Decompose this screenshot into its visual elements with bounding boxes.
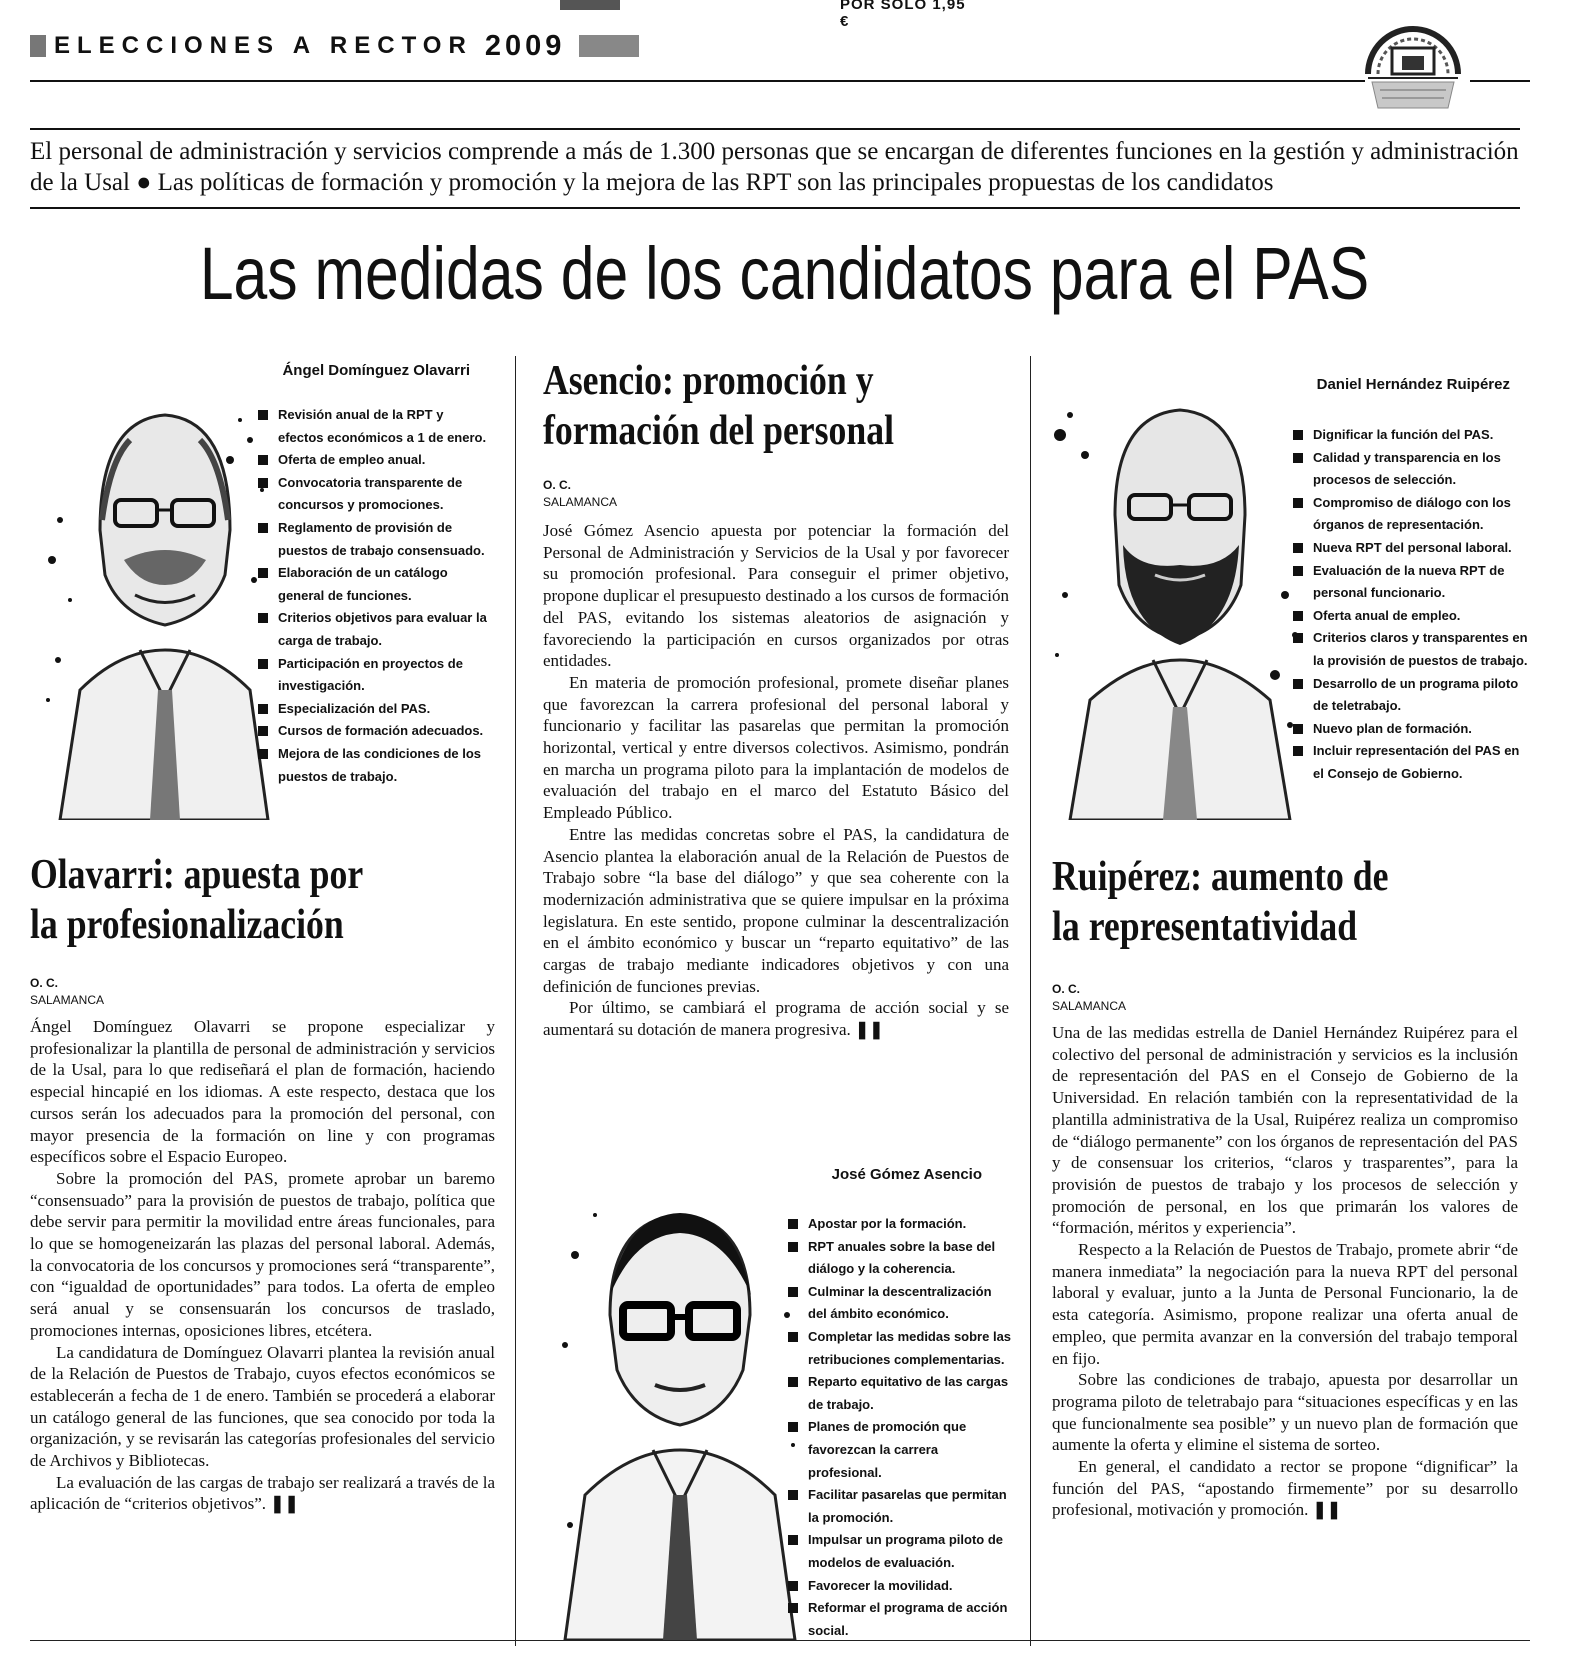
- section-name: ELECCIONES A RECTOR: [54, 32, 473, 59]
- list-item: Participación en proyectos de investigación.: [258, 653, 488, 698]
- list-item: Cursos de formación adecuados.: [258, 720, 488, 743]
- title-line: Ruipérez: aumento de: [1052, 854, 1389, 900]
- column-rule-left: [515, 356, 516, 1646]
- list-item: Oferta anual de empleo.: [1293, 605, 1533, 628]
- list-item: Mejora de las condiciones de los puestos de trabajo.: [258, 743, 488, 788]
- list-item: Convocatoria transparente de concursos y promociones.: [258, 472, 488, 517]
- title-line: Asencio: promoción y: [543, 358, 874, 404]
- asencio-byline: [543, 477, 617, 511]
- list-item: Dignificar la función del PAS.: [1293, 424, 1533, 447]
- page-headline: Las medidas de los candidatos para el PAS: [199, 232, 1370, 315]
- paragraph: La candidatura de Domínguez Olavarri plantea la revisión anual de la Relación de Puestos de Trabajo, cuyos efectos económicos se establecerán a fecha de 1 de enero. También se procederá a elaborar un catálogo general de las funciones, que sea conocido por toda la organización, y se revisarán las categorías profesionales del servicio de Archivos y Bibliotecas.: [30, 1342, 495, 1471]
- section-block-left: [30, 35, 46, 57]
- list-item: Facilitar pasarelas que permitan la promoción.: [788, 1484, 1013, 1529]
- olavarri-article-body: [30, 1016, 495, 1515]
- byline-author: O. C.: [30, 976, 59, 990]
- paragraph: Ángel Domínguez Olavarri se propone especializar y profesionalizar la plantilla de personal de administración y servicios de la Usal, para lo que rediseñará el plan de formación, haciendo especial hincapié en los idiomas. A este respecto, destaca que los cursos serán los adecuados para la promoción del personal, con mayor presencia de la formación on line y con programas específicos sobre el Espacio Europeo.: [30, 1017, 495, 1167]
- subhead: El personal de administración y servicios comprende a más de 1.300 personas que se encargan de diferentes funciones en la gestión y administración de la Usal ● Las políticas de formación y promoción y la mejora de las RPT son las principales propuestas de los candidatos: [30, 138, 1519, 196]
- title-line: la representatividad: [1052, 904, 1358, 950]
- subhead-rule-top: [30, 128, 1520, 130]
- title-line: Olavarri: apuesta por: [30, 852, 364, 898]
- title-line: la profesionalización: [30, 902, 344, 948]
- list-item: Culminar la descentralización del ámbito económico.: [788, 1281, 1013, 1326]
- list-item: Reformar el programa de acción social.: [788, 1597, 1013, 1642]
- byline-place: SALAMANCA: [30, 993, 105, 1007]
- ruiperez-portrait: [1045, 395, 1305, 820]
- list-item: Impulsar un programa piloto de modelos de evaluación.: [788, 1529, 1013, 1574]
- olavarri-proposals-list: [258, 404, 488, 788]
- list-item: Evaluación de la nueva RPT de personal funcionario.: [1293, 560, 1533, 605]
- paragraph: [30, 1472, 495, 1515]
- list-item: RPT anuales sobre la base del diálogo y la coherencia.: [788, 1236, 1013, 1281]
- list-item: Reparto equitativo de las cargas de trabajo.: [788, 1371, 1013, 1416]
- byline-author: O. C.: [1052, 982, 1081, 996]
- asencio-article-body: [543, 520, 1009, 1041]
- list-item: Nueva RPT del personal laboral.: [1293, 537, 1533, 560]
- paragraph-text: Por último, se cambiará el programa de acción social y se aumentará su dotación de manera progresiva.: [543, 998, 1009, 1040]
- list-item: Elaboración de un catálogo general de funciones.: [258, 562, 488, 607]
- footer-rule: [30, 1640, 1530, 1641]
- list-item: Criterios objetivos para evaluar la carga de trabajo.: [258, 607, 488, 652]
- list-item: Completar las medidas sobre las retribuciones complementarias.: [788, 1326, 1013, 1371]
- paragraph: Una de las medidas estrella de Daniel Hernández Ruipérez para el colectivo del personal de administración y servicios es la inclusión de representación del PAS en el Consejo de Gobierno de la Universidad. En relación también con la representatividad de la plantilla administrativa de la Usal, Ruipérez realiza un compromiso de “diálogo permanente” con los órganos de representación del PAS y de consensuar los criterios, “claros y trasparentes”, para la provisión de puestos de trabajo y los procesos de selección y promoción de personal, en los que primarán los valores de “formación, méritos y experiencia”.: [1052, 1023, 1518, 1238]
- column-rule-right: [1030, 356, 1031, 1646]
- paragraph: [1052, 1456, 1518, 1521]
- paragraph: Sobre las condiciones de trabajo, apuesta por desarrollar un programa piloto de teletrabajo para “situaciones específicas y en las que funcionalmente sea posible” y un nuevo plan de formación que aumente la oferta y elimine el sistema de sorteo.: [1052, 1370, 1518, 1455]
- list-item: Criterios claros y transparentes en la provisión de puestos de trabajo.: [1293, 627, 1533, 672]
- candidate-name-asencio: José Gómez Asencio: [831, 1166, 982, 1183]
- list-item: Especialización del PAS.: [258, 698, 488, 721]
- list-item: Incluir representación del PAS en el Consejo de Gobierno.: [1293, 740, 1533, 785]
- ruiperez-byline: [1052, 981, 1126, 1015]
- paragraph-text: La evaluación de las cargas de trabajo ser realizará a través de la aplicación de “criterios objetivos”.: [30, 1472, 495, 1514]
- section-year: 2009: [484, 29, 566, 62]
- ruiperez-proposals-list: [1293, 424, 1533, 786]
- olavarri-portrait: [40, 400, 270, 820]
- list-item: Nuevo plan de formación.: [1293, 718, 1533, 741]
- byline-place: SALAMANCA: [1052, 999, 1127, 1013]
- olavarri-article-title: [30, 850, 363, 950]
- banner-graphic: [560, 0, 620, 10]
- ruiperez-article-title: [1052, 852, 1388, 952]
- subhead-rule-bottom: [30, 207, 1520, 209]
- paragraph: José Gómez Asencio apuesta por potenciar la formación del Personal de Administración y Servicios de la Usal y por favorecer su promoción profesional. Para conseguir el primer objetivo, propone duplicar el presupuesto destinado a los cursos de formación del PAS, evitando los sistemas aleatorios de asignación y favoreciendo la participación en cursos organizados por otras entidades.: [543, 521, 1009, 671]
- asencio-article-title: [543, 356, 894, 456]
- list-item: Calidad y transparencia en los procesos de selección.: [1293, 447, 1533, 492]
- title-line: formación del personal: [543, 408, 895, 454]
- list-item: Compromiso de diálogo con los órganos de representación.: [1293, 492, 1533, 537]
- ruiperez-article-body: [1052, 1022, 1518, 1521]
- list-item: Desarrollo de un programa piloto de teletrabajo.: [1293, 673, 1533, 718]
- paragraph: Entre las medidas concretas sobre el PAS, la candidatura de Asencio plantea la elaboración anual de la Relación de Puestos de Trabajo sobre “la base del diálogo” y que sea coherente con la modernización administrativa que se quiere impulsar en la próxima legislatura. En este sentido, propone culminar la descentralización en el ámbito económico y buscar un “reparto equitativo” de las cargas de trabajo mediante indicadores objetivos y con una definición de funciones previas.: [543, 824, 1009, 996]
- section-label: [30, 28, 639, 64]
- list-item: Oferta de empleo anual.: [258, 449, 488, 472]
- paragraph: Sobre la promoción del PAS, promete aprobar un baremo “consensuado” para la provisión de puestos de trabajo, política que debe servir para permitir la movilidad entre áreas funcionales, para lo que se homogeneizarán las plazas del personal laboral. Además, la convocatoria de los concursos y promociones será “transparente”, con “igualdad de oportunidades” para todos. La oferta de empleo será anual y se consensuarán los concursos de traslado, promociones internas, oposiciones libres, etcétera.: [30, 1168, 495, 1340]
- header-rule: [30, 80, 1365, 82]
- list-item: Favorecer la movilidad.: [788, 1575, 1013, 1598]
- byline-place: SALAMANCA: [543, 495, 618, 509]
- list-item: Revisión anual de la RPT y efectos económicos a 1 de enero.: [258, 404, 488, 449]
- byline-author: O. C.: [543, 478, 572, 492]
- list-item: Reglamento de provisión de puestos de trabajo consensuado.: [258, 517, 488, 562]
- olavarri-byline: [30, 975, 104, 1009]
- end-mark: ❚❚: [855, 1020, 884, 1040]
- section-block-right: [579, 35, 639, 57]
- end-mark: ❚❚: [270, 1494, 299, 1514]
- list-item: Planes de promoción que favorezcan la carrera profesional.: [788, 1416, 1013, 1484]
- paragraph-text: En general, el candidato a rector se propone “dignificar” la función del PAS, “apostando firmemente” por su desarrollo profesional, motivación y promoción.: [1052, 1457, 1518, 1520]
- top-banner: [560, 0, 980, 30]
- asencio-proposals-list: [788, 1213, 1013, 1642]
- paragraph: Respecto a la Relación de Puestos de Trabajo, promete abrir “de manera inmediata” la negociación para la nueva RPT del personal laboral y evaluar, junto a la Junta de Personal Funcionario, la de esta categoría. Asimismo, propone realizar una oferta anual de empleo, que permita avanzar en la conversión del trabajo temporal en fijo.: [1052, 1240, 1518, 1368]
- paragraph: En materia de promoción profesional, promete diseñar planes que favorezcan la carrera profesional del personal laboral y funcionario y facilitar las pasarelas que permitan la promoción horizontal, vertical y entre diversos colectivos. Asimismo, pondrán en marcha un programa piloto para la implantación de modelos de evaluación del trabajo en el marco del Estatuto Básico del Empleado Público.: [543, 672, 1009, 823]
- asencio-portrait: [555, 1195, 800, 1640]
- end-mark: ❚❚: [1312, 1500, 1342, 1520]
- header-rule-right: [1470, 80, 1530, 82]
- candidate-name-olavarri: Ángel Domínguez Olavarri: [282, 362, 470, 379]
- list-item: Apostar por la formación.: [788, 1213, 1013, 1236]
- banner-text: POR SOLO 1,95 €: [840, 0, 966, 30]
- candidate-name-ruiperez: Daniel Hernández Ruipérez: [1316, 376, 1510, 393]
- paragraph: [543, 997, 1009, 1040]
- university-seal-icon: [1358, 12, 1468, 122]
